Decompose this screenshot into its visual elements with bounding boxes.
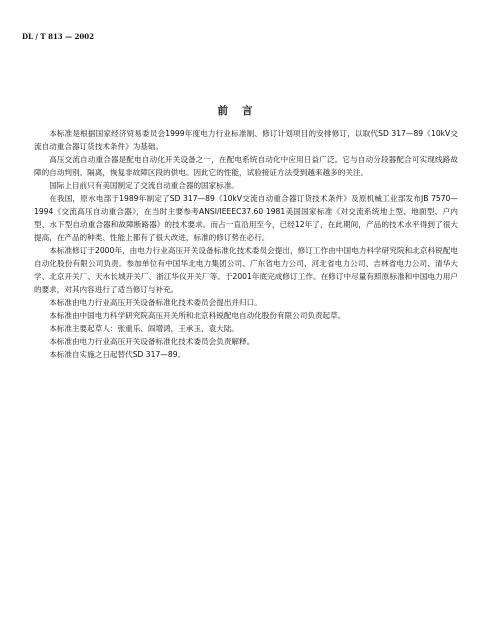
standard-code: DL / T 813 — 2002 — [22, 32, 95, 41]
paragraph: 本标准由电力行业高压开关设备标准化技术委员会提出并归口。 — [49, 298, 262, 307]
paragraph: 本标准修订于2000年，由电力行业高压开关设备标准化技术委员会提出，修订工作由中国电力科学研究院和北京科锐配电自动化股份有限公司负责。参加单位有中国华北电力集团公司、广东省电力公司、河北省电力公司、吉林省电力公司、清华大学、北京开关厂、天水长城开关厂、浙江华仪开关厂等。于2001年底完成修订工作。在修订中尽量有照原标准和中国电力用户的要求，对其内容进行了适当修订与补充。 — [34, 246, 458, 294]
paragraph: 本标准由电力行业高压开关设备标准化技术委员会负责解释。 — [49, 337, 255, 346]
paragraph: 在我国，原水电部于1989年制定了SD 317—89《10kV交流自动重合器订货技术条件》及原机械工业部发布JB 7570—1994《交流高压自动重合器》，在当时主要参考ANSI/IEEEC37.60 1981美国国家标准《对交流系统地上型、地面型、户内型、水下型自动重合器和故障断路器》的技术要求。而占一直沿用至今，已经12年了，在此期间，产品的技术水平得到了很大提高，在产品的种类、性能上都有了很大改进，标准的修订势在必行。 — [34, 194, 458, 242]
preface-body — [34, 127, 458, 361]
paragraph: 本标准由中国电力科学研究院高压开关所和北京科锐配电自动化股份有限公司负责起草。 — [49, 311, 346, 320]
paragraph: 本标准主要起草人：张重乐、阎增鸿，王承玉、袁大陆。 — [49, 324, 240, 333]
paragraph: 国际上目前只有美国制定了交流自动重合器的国家标准。 — [49, 181, 240, 190]
page-title: 前言 — [217, 105, 267, 117]
paragraph: 高压交流自动重合器是配电自动化开关设备之一，在配电系统自动化中应用日益广泛。它与自动分段器配合可实现线路故障的自动判别、隔离，恢复非故障区段的供电。因此它的性能，试验接证方法受到越来越多的关注。 — [34, 155, 458, 177]
paragraph: 本标准自实施之日起替代SD 317—89。 — [49, 350, 186, 359]
paragraph: 本标准是根据国家经济贸易委员会1999年度电力行业标准制、修订计划项目的安排修订，以取代SD 317—89《10kV交流自动重合器订货技术条件》为基础。 — [34, 129, 458, 151]
